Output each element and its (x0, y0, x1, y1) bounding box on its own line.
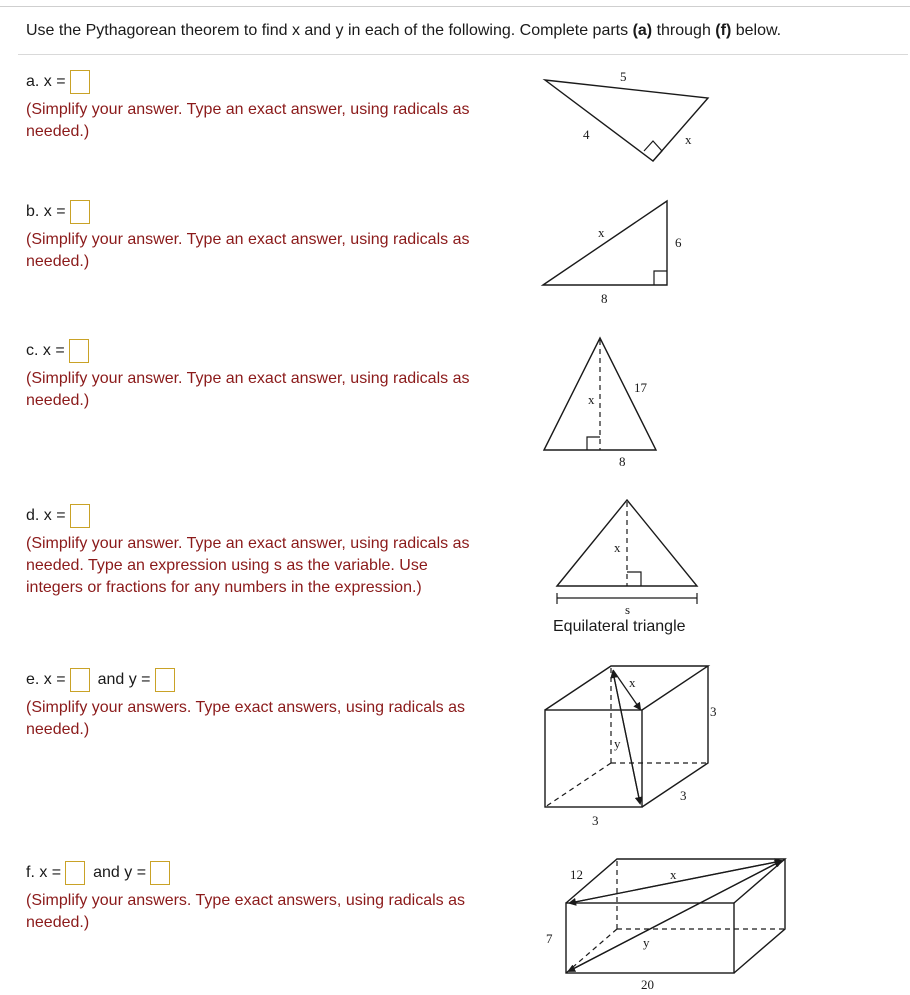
header-part-f: (f) (715, 22, 732, 39)
figure-f-y-label: y (643, 935, 650, 950)
part-e (26, 667, 465, 741)
part-c-note (26, 368, 469, 412)
part-b-label: b. x = (26, 203, 66, 220)
note-line: needed.) (26, 392, 90, 409)
header-text: Use the Pythagorean theorem to find x and y in each of the following. Complete parts (26, 22, 633, 39)
part-b (26, 199, 469, 273)
note-line: (Simplify your answer. Type an exact answer, using radicals as (26, 370, 470, 387)
header-part-a: (a) (632, 22, 653, 39)
header-divider (18, 54, 908, 55)
box-right-edges (734, 859, 785, 973)
answer-box-f-x[interactable] (65, 861, 85, 885)
figure-a-x-label: x (685, 132, 692, 147)
figure-c-isosceles-triangle (540, 334, 670, 474)
note-line: integers or fractions for any numbers in the expression.) (26, 579, 422, 596)
triangle-outline (545, 80, 708, 161)
note-line: (Simplify your answers. Type exact answers, using radicals as (26, 699, 465, 716)
note-line: (Simplify your answer. Type an exact answer, using radicals as (26, 101, 470, 118)
figure-e-width-label: 3 (592, 813, 599, 828)
figure-e-cube (540, 660, 720, 830)
part-b-note (26, 229, 469, 273)
cube-right-edges (642, 666, 708, 807)
figure-d-equilateral-triangle (545, 494, 705, 619)
figure-f-width-label: 20 (641, 977, 654, 992)
figure-f-height-label: 7 (546, 931, 553, 946)
part-d (26, 503, 469, 599)
figure-f-depth-label: 12 (570, 867, 583, 882)
note-line: needed.) (26, 123, 90, 140)
figure-d-base-label: s (625, 602, 631, 617)
cube-hidden-edge (545, 763, 611, 807)
box-front-face (566, 903, 734, 973)
right-angle-marker (587, 437, 600, 450)
note-line: needed.) (26, 721, 90, 738)
figure-a-hyp-label: 5 (620, 69, 627, 84)
part-d-note (26, 533, 469, 599)
part-f-y-label: and y = (93, 864, 147, 881)
answer-box-c-x[interactable] (69, 339, 89, 363)
note-line: (Simplify your answer. Type an exact answer, using radicals as (26, 231, 470, 248)
part-c-label: c. x = (26, 342, 65, 359)
figure-c-base-label: 8 (619, 454, 626, 469)
right-angle-marker (627, 572, 641, 586)
box-hidden-edge (566, 929, 617, 973)
note-line: needed. Type an expression using s as the variable. Use (26, 557, 428, 574)
part-f (26, 860, 465, 934)
figure-e-depth-label: 3 (680, 788, 687, 803)
top-divider (0, 6, 910, 7)
part-e-y-label: and y = (97, 671, 151, 688)
triangle-outline (543, 201, 667, 285)
answer-box-d-x[interactable] (70, 504, 90, 528)
figure-f-x-label: x (670, 867, 677, 882)
right-angle-marker (654, 271, 667, 285)
part-f-x-label: f. x = (26, 864, 62, 881)
answer-box-a-x[interactable] (70, 70, 90, 94)
figure-b-hyp-label: x (598, 225, 605, 240)
part-e-note (26, 697, 465, 741)
note-line: needed.) (26, 914, 90, 931)
figure-b-base-label: 8 (601, 291, 608, 306)
note-line: (Simplify your answers. Type exact answers, using radicals as (26, 892, 465, 909)
figure-c-side-label: 17 (634, 380, 647, 395)
figure-e-y-label: y (614, 736, 621, 751)
answer-box-e-x[interactable] (70, 668, 90, 692)
figure-d-height-label: x (614, 540, 621, 555)
header-text-end: below. (731, 22, 782, 39)
part-a-label: a. x = (26, 73, 66, 90)
cube-front-face (545, 710, 642, 807)
note-line: needed.) (26, 253, 90, 270)
part-c (26, 338, 469, 412)
note-line: (Simplify your answer. Type an exact answer, using radicals as (26, 535, 470, 552)
figure-c-height-label: x (588, 392, 595, 407)
part-d-label: d. x = (26, 507, 66, 524)
question-header (26, 22, 781, 40)
answer-box-f-y[interactable] (150, 861, 170, 885)
part-f-note (26, 890, 465, 934)
figure-a-leg-label: 4 (583, 127, 590, 142)
answer-box-b-x[interactable] (70, 200, 90, 224)
part-a-note (26, 99, 469, 143)
part-a (26, 69, 469, 143)
figure-d-caption: Equilateral triangle (553, 618, 686, 635)
figure-b-right-triangle (540, 195, 700, 315)
part-e-x-label: e. x = (26, 671, 66, 688)
figure-a-right-triangle (540, 65, 720, 175)
figure-e-x-label: x (629, 675, 636, 690)
figure-f-box (535, 852, 795, 992)
right-angle-marker (644, 141, 662, 161)
cube-top-edges (545, 666, 708, 710)
answer-box-e-y[interactable] (155, 668, 175, 692)
header-text-mid: through (652, 22, 716, 39)
figure-b-height-label: 6 (675, 235, 682, 250)
figure-e-height-label: 3 (710, 704, 717, 719)
